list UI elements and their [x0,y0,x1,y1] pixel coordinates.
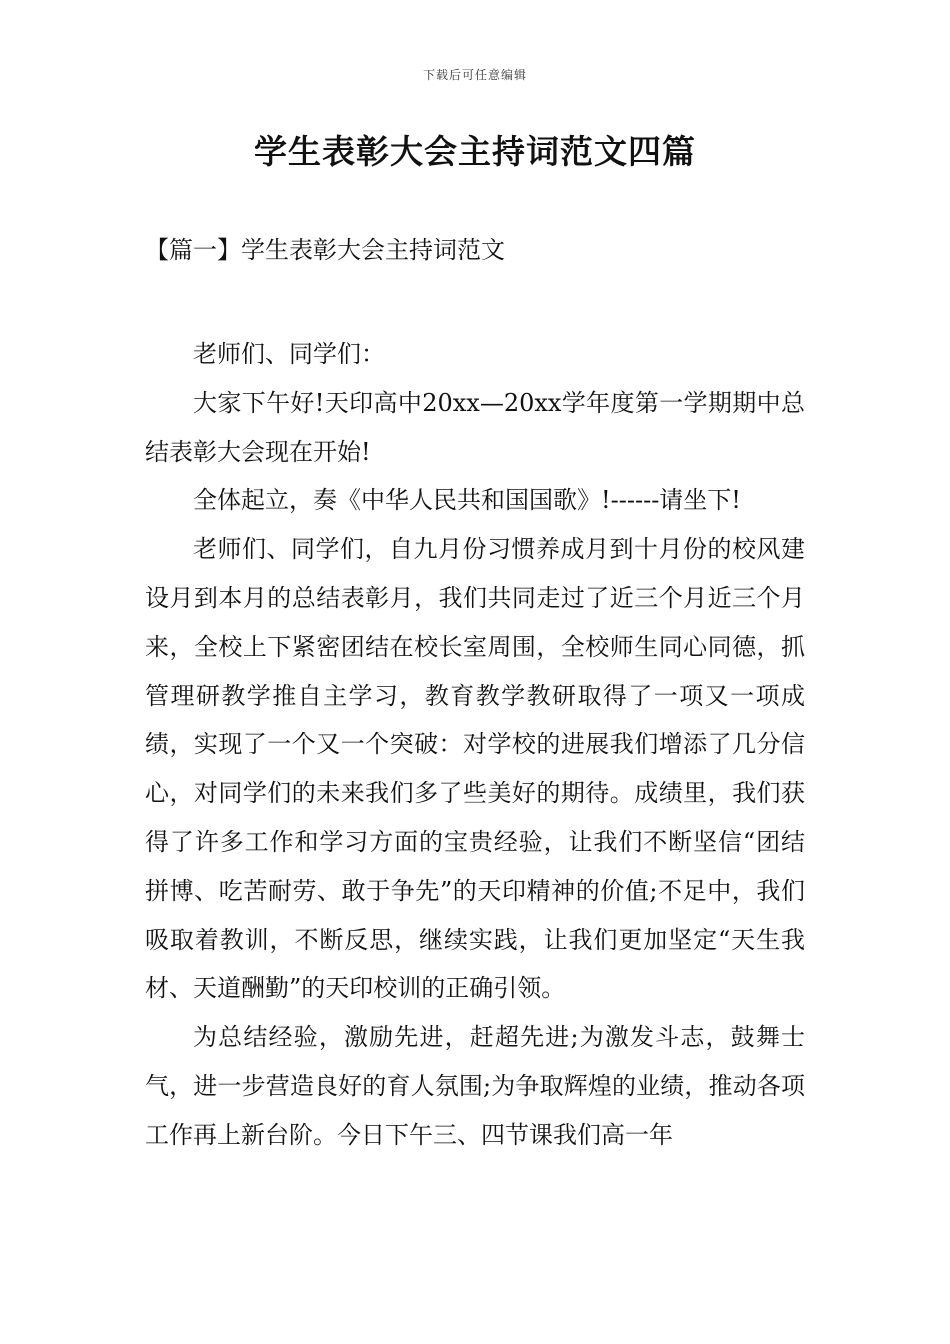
paragraph-purpose: 为总结经验，激励先进，赶超先进;为激发斗志，鼓舞士气，进一步营造良好的育人氛围;为争取辉煌的业绩，推动各项工作再上新台阶。今日下午三、四节课我们高一年 [145,1023,805,1149]
section-heading: 【篇一】学生表彰大会主持词范文 [145,236,505,264]
document-title: 学生表彰大会主持词范文四篇 [254,132,696,171]
paragraph-review: 老师们、同学们，自九月份习惯养成月到十月份的校风建设月到本月的总结表彰月，我们共同走过了近三个月近三个月来，全校上下紧密团结在校长室周围，全校师生同心同德，抓管理研教学推自主学习，教育教学教研取得了一项又一项成绩，实现了一个又一个突破：对学校的进展我们增添了几分信心，对同学们的未来我们多了些美好的期待。成绩里，我们获得了许多工作和学习方面的宝贵经验，让我们不断坚信“团结拼博、吃苦耐劳、敢于争先”的天印精神的价值;不足中，我们吸取着教训，不断反思，继续实践，让我们更加坚定“天生我材、天道酬勤”的天印校训的正确引领。 [145,535,805,1003]
body-text [145,330,805,1160]
paragraph-greeting: 老师们、同学们： [193,340,385,368]
paragraph-anthem: 全体起立，奏《中华人民共和国国歌》!------请坐下! [193,486,741,515]
header-note: 下载后可任意编辑 [422,68,527,82]
paragraph-opening: 大家下午好!天印高中20xx—20xx学年度第一学期期中总结表彰大会现在开始! [145,388,805,466]
